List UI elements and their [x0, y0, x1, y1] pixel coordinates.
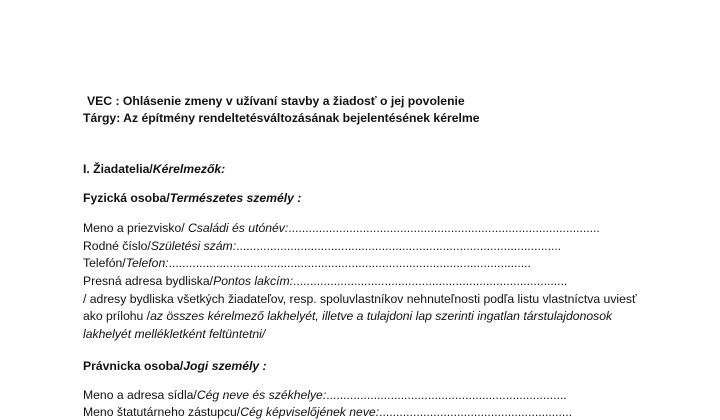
fill-in-dots: ........................................................................................................... [168, 256, 531, 270]
fill-in-dots: ......................................................... [379, 405, 573, 419]
note-hu-1: az összes kérelmező lakhelyét, illetve a tulajdoni lap szerinti ingatlan társtulajdonosok [150, 309, 613, 323]
field-birth-number[interactable] [83, 239, 561, 253]
field-label-hu: Családi és utónév: [188, 221, 289, 235]
subject-line-sk: VEC : Ohlásenie zmeny v užívaní stavby a žiadosť o jej povolenie [87, 94, 465, 108]
section-heading-applicants [83, 162, 225, 176]
field-label-sk: Meno štatutárneho zástupcu/ [83, 405, 241, 419]
field-label-hu: Születési szám: [150, 239, 237, 253]
fill-in-dots: ................................................................................................ [236, 239, 562, 253]
natural-person-heading [83, 191, 301, 205]
field-company-name[interactable] [83, 388, 567, 402]
note-prefix: ako prílohu / [83, 309, 151, 323]
field-label-sk: Meno a priezvisko/ [83, 221, 188, 235]
field-label-sk: Presná adresa bydliska/ [83, 274, 214, 288]
legal-person-heading [83, 359, 267, 373]
field-address[interactable] [83, 274, 567, 288]
legal-person-heading-hu: Jogi személy : [183, 359, 267, 373]
field-label-sk: Rodné číslo/ [83, 239, 151, 253]
natural-person-heading-sk: Fyzická osoba/ [83, 191, 170, 205]
fill-in-dots: ....................................................................... [326, 388, 567, 402]
section-heading-hu: Kérelmezők: [152, 162, 226, 176]
field-representative[interactable] [83, 405, 572, 419]
field-label-hu: Telefon: [125, 256, 169, 270]
natural-person-heading-hu: Természetes személy : [169, 191, 302, 205]
field-label-sk: Meno a adresa sídla/ [83, 388, 197, 402]
section-heading-sk: I. Žiadatelia/ [83, 162, 153, 176]
fill-in-dots: ............................................................................................ [288, 221, 600, 235]
legal-person-heading-sk: Právnicka osoba/ [83, 359, 184, 373]
field-phone[interactable] [83, 256, 531, 270]
note-hu-2: lakhelyét mellékletként feltüntetni/ [83, 327, 266, 341]
field-label-sk: Telefón/ [83, 256, 126, 270]
field-label-hu: Cég neve és székhelye: [196, 388, 327, 402]
field-label-hu: Cég képviselőjének neve: [240, 405, 380, 419]
fill-in-dots: ................................................................................. [293, 274, 568, 288]
subject-line-hu: Tárgy: Az építmény rendeltetésváltozásának bejelentésének kérelme [83, 111, 480, 125]
note-line-sk: / adresy bydliska všetkých žiadateľov, resp. spoluvlastníkov nehnuteľnosti podľa listu vlastníctva uviesť [83, 292, 637, 306]
field-name[interactable] [83, 221, 600, 235]
note-line-2 [83, 309, 612, 323]
field-label-hu: Pontos lakcím: [213, 274, 294, 288]
